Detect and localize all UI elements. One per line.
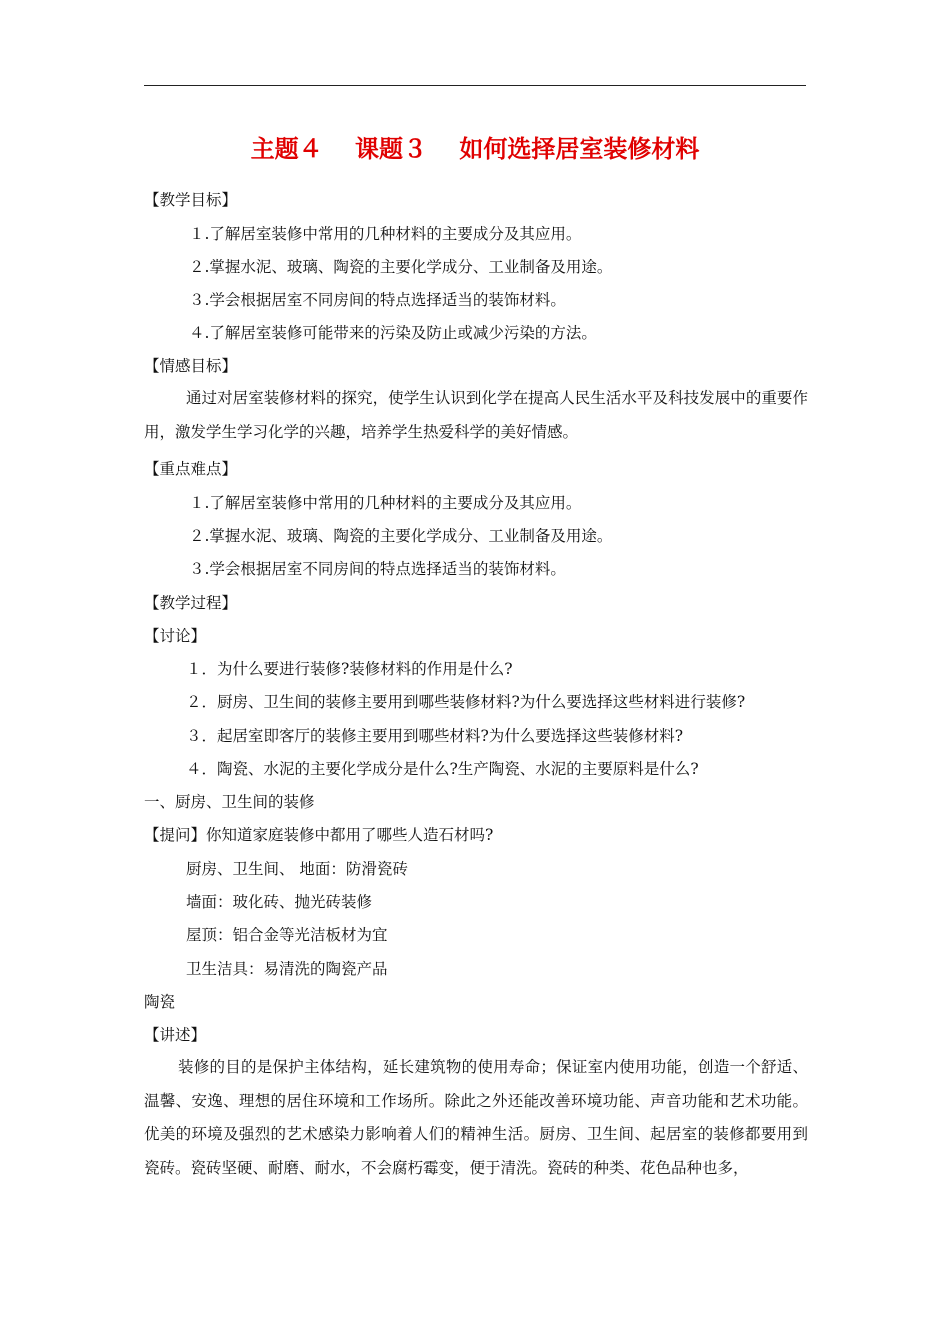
process-heading: 【教学过程】 bbox=[144, 594, 238, 612]
ceramics-heading: 陶瓷 bbox=[144, 993, 176, 1011]
objective-item: ２.掌握水泥、玻璃、陶瓷的主要化学成分、工业制备及用途。 bbox=[189, 258, 613, 276]
emotion-heading: 【情感目标】 bbox=[144, 357, 238, 375]
objective-item: １.了解居室装修中常用的几种材料的主要成分及其应用。 bbox=[189, 225, 582, 243]
question-line: 【提问】你知道家庭装修中都用了哪些人造石材吗? bbox=[144, 826, 494, 844]
objective-item: ３.学会根据居室不同房间的特点选择适当的装饰材料。 bbox=[189, 291, 566, 309]
lecture-paragraph: 装修的目的是保护主体结构，延长建筑物的使用寿命；保证室内使用功能，创造一个舒适、温馨、安逸、理想的居住环境和工作场所。除此之外还能改善环境功能、声音功能和艺术功能。优美的环境及强烈的艺术感染力影响着人们的精神生活。厨房、卫生间、起居室的装修都要用到瓷砖。瓷砖坚硬、耐磨、耐水，不会腐朽霉变，便于清洗。瓷砖的种类、花色品种也多， bbox=[144, 1058, 808, 1177]
key-point-item: ３.学会根据居室不同房间的特点选择适当的装饰材料。 bbox=[189, 560, 566, 578]
question-answer-item: 卫生洁具：易清洗的陶瓷产品 bbox=[186, 960, 388, 978]
lecture-heading: 【讲述】 bbox=[144, 1026, 207, 1044]
discussion-item: ２．厨房、卫生间的装修主要用到哪些装修材料?为什么要选择这些材料进行装修? bbox=[186, 693, 746, 711]
question-answer-item: 厨房、卫生间、 地面：防滑瓷砖 bbox=[186, 860, 408, 878]
document-title: 主题４ 课题３ 如何选择居室装修材料 bbox=[250, 134, 700, 163]
objective-item: ４.了解居室装修可能带来的污染及防止或减少污染的方法。 bbox=[189, 324, 597, 342]
header-rule bbox=[144, 85, 806, 86]
question-answer-item: 屋顶：铝合金等光洁板材为宜 bbox=[186, 926, 388, 944]
question-answer-item: 墙面：玻化砖、抛光砖装修 bbox=[186, 893, 373, 911]
key-point-item: ２.掌握水泥、玻璃、陶瓷的主要化学成分、工业制备及用途。 bbox=[189, 527, 613, 545]
discussion-item: １．为什么要进行装修?装修材料的作用是什么? bbox=[186, 660, 513, 678]
emotion-paragraph: 通过对居室装修材料的探究，使学生认识到化学在提高人民生活水平及科技发展中的重要作用，激发学生学习化学的兴趣，培养学生热爱科学的美好情感。 bbox=[144, 389, 808, 441]
key-point-item: １.了解居室装修中常用的几种材料的主要成分及其应用。 bbox=[189, 494, 582, 512]
discussion-item: ４．陶瓷、水泥的主要化学成分是什么?生产陶瓷、水泥的主要原料是什么? bbox=[186, 760, 699, 778]
key-points-heading: 【重点难点】 bbox=[144, 460, 238, 478]
discussion-heading: 【讨论】 bbox=[144, 627, 207, 645]
objectives-heading: 【教学目标】 bbox=[144, 191, 238, 209]
discussion-item: ３．起居室即客厅的装修主要用到哪些材料?为什么要选择这些装修材料? bbox=[186, 727, 684, 745]
section-heading: 一、厨房、卫生间的装修 bbox=[144, 793, 315, 811]
